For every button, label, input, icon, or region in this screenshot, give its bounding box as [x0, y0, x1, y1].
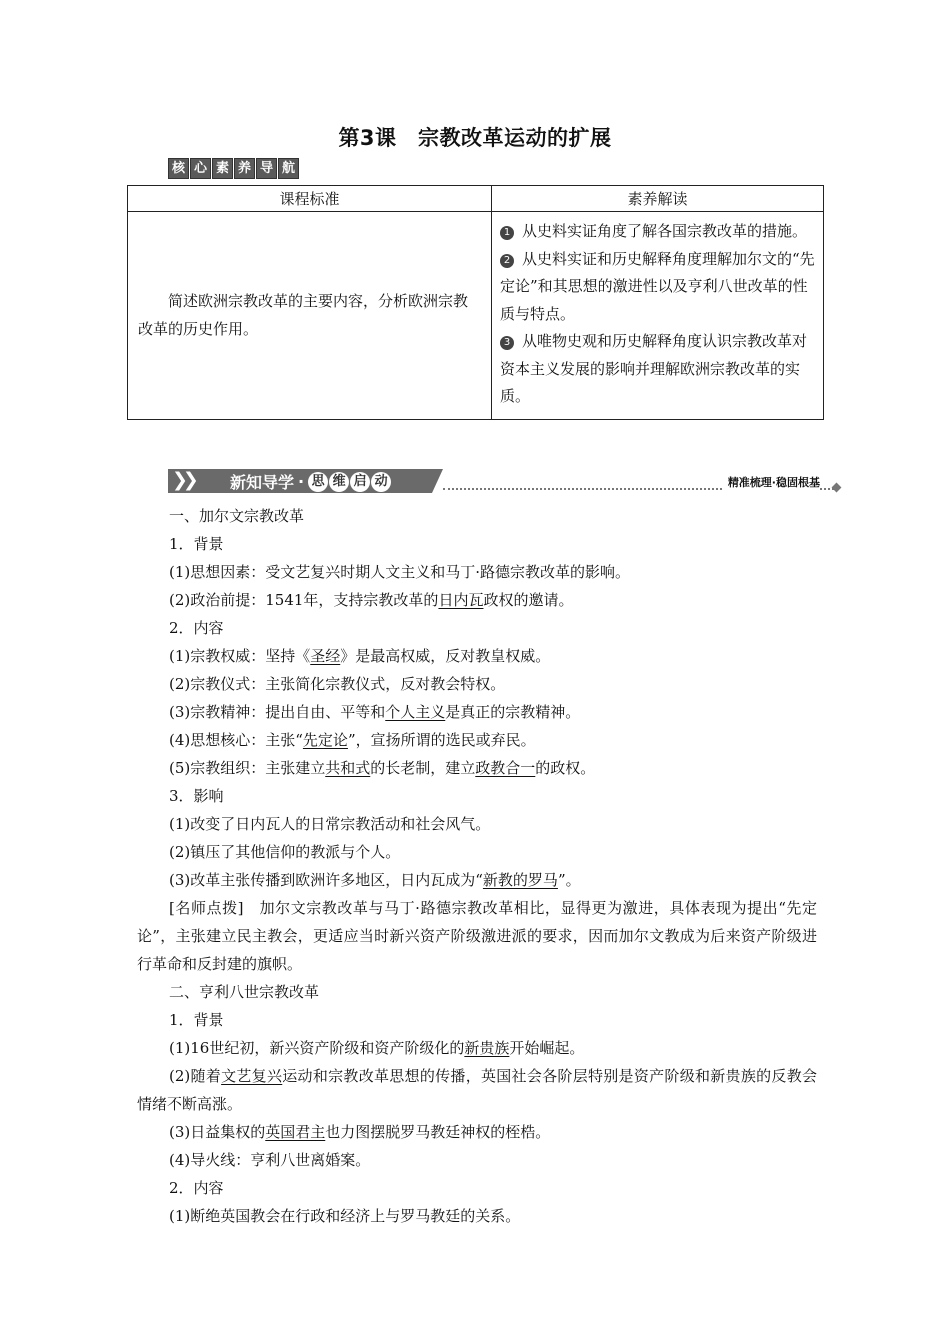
lesson-title: 第3课 宗教改革运动的扩展: [338, 126, 612, 150]
section-heading: 一、加尔文宗教改革: [169, 507, 305, 525]
badge-char: 核: [168, 158, 189, 179]
col-header-standard: 课程标准: [128, 186, 492, 212]
lesson-content: [137, 502, 817, 1230]
interpretation-point: [500, 328, 815, 411]
key-term: 新贵族: [464, 1039, 510, 1057]
list-item: (5)宗教组织：主张建立共和式的长老制，建立政教合一的政权。: [169, 759, 596, 777]
sub-heading: 2．内容: [169, 619, 224, 637]
badge-char: 素: [212, 158, 233, 179]
number-circle-icon: 1: [500, 226, 514, 240]
point-text: 从唯物史观和历史解释角度认识宗教改革对资本主义发展的影响并理解欧洲宗教改革的实质。: [500, 332, 808, 405]
key-term: 日内瓦: [438, 591, 484, 609]
point-text: 从史料实证和历史解释角度理解加尔文的“先定论”和其思想的激进性以及亨利八世改革的性质与特点。: [500, 249, 815, 323]
sub-heading: 2．内容: [169, 1179, 224, 1197]
diamond-icon: [832, 483, 842, 493]
key-term: 英国君主: [265, 1123, 326, 1141]
key-term: 政教合一: [475, 759, 536, 777]
key-term: 先定论: [302, 731, 348, 749]
key-term: 个人主义: [385, 703, 446, 721]
double-chevron-icon: ❯❯: [172, 469, 194, 491]
standard-text: 简述欧洲宗教改革的主要内容，分析欧洲宗教改革的历史作用。: [128, 212, 492, 420]
interpretation-cell: [492, 212, 824, 420]
sub-heading: 1．背景: [169, 535, 224, 553]
list-item: (2)宗教仪式：主张简化宗教仪式，反对教会特权。: [169, 675, 506, 693]
banner-part1: 新知导学: [230, 473, 295, 492]
key-term: 新教的罗马: [482, 871, 558, 889]
section-heading: 二、亨利八世宗教改革: [169, 983, 320, 1001]
list-item: (1)16世纪初，新兴资产阶级和资产阶级化的新贵族开始崛起。: [169, 1039, 585, 1057]
list-item: (3)宗教精神：提出自由、平等和个人主义是真正的宗教精神。: [169, 703, 581, 721]
section-banner: [168, 466, 840, 496]
badge-char: 养: [234, 158, 255, 179]
key-term: 文艺复兴: [221, 1067, 283, 1085]
list-item: (1)断绝英国教会在行政和经济上与罗马教廷的关系。: [169, 1207, 521, 1225]
sub-heading: 1．背景: [169, 1011, 224, 1029]
badge-char: 航: [278, 158, 299, 179]
list-item: (2)政治前提：1541年，支持宗教改革的日内瓦政权的邀请。: [169, 591, 574, 609]
banner-circle-char: 动: [371, 472, 391, 492]
banner-circle-char: 维: [329, 472, 349, 492]
list-item: (4)导火线：亨利八世离婚案。: [169, 1151, 371, 1169]
list-item: (1)宗教权威：坚持《圣经》是最高权威，反对教皇权威。: [169, 647, 551, 665]
banner-circle-char: 启: [350, 472, 370, 492]
list-item: (2)镇压了其他信仰的教派与个人。: [169, 843, 401, 861]
banner-title: [230, 470, 392, 493]
badge-char: 心: [190, 158, 211, 179]
key-term: 圣经: [310, 647, 341, 665]
interpretation-point: [500, 246, 815, 329]
point-text: 从史料实证角度了解各国宗教改革的措施。: [522, 222, 808, 240]
key-term: 共和式: [325, 759, 371, 777]
sub-heading: 3．影响: [169, 787, 224, 805]
list-item: (1)思想因素：受文艺复兴时期人文主义和马丁·路德宗教改革的影响。: [169, 563, 631, 581]
badge-char: 导: [256, 158, 277, 179]
banner-subtitle: 精准梳理·稳固根基: [722, 474, 820, 490]
interpretation-point: [500, 218, 815, 246]
table-row: [128, 212, 824, 420]
col-header-interpretation: 素养解读: [492, 186, 824, 212]
banner-dot: ·: [298, 472, 305, 491]
list-item: (1)改变了日内瓦人的日常宗教活动和社会风气。: [169, 815, 491, 833]
list-item: (2)随着文艺复兴运动和宗教改革思想的传播，英国社会各阶层特别是资产阶级和新贵族的反教会情绪不断高涨。: [137, 1067, 817, 1113]
number-circle-icon: 2: [500, 254, 514, 268]
list-item: (4)思想核心：主张“先定论”，宣扬所谓的选民或弃民。: [169, 731, 536, 749]
number-circle-icon: 3: [500, 336, 514, 350]
curriculum-table: [127, 185, 824, 420]
banner-circle-char: 思: [308, 472, 328, 492]
list-item: (3)改革主张传播到欧洲许多地区，日内瓦成为“新教的罗马”。: [169, 871, 581, 889]
table-header-row: [128, 186, 824, 212]
core-literacy-badge: [168, 158, 299, 179]
list-item: (3)日益集权的英国君主也力图摆脱罗马教廷神权的桎梏。: [169, 1123, 551, 1141]
teacher-tip: [名师点拨] 加尔文宗教改革与马丁·路德宗教改革相比，显得更为激进，具体表现为提出“先定论”，主张建立民主教会，更适应当时新兴资产阶级激进派的要求，因而加尔文教成为后来资产阶级进行革命和反封建的旗帜。: [137, 899, 817, 973]
